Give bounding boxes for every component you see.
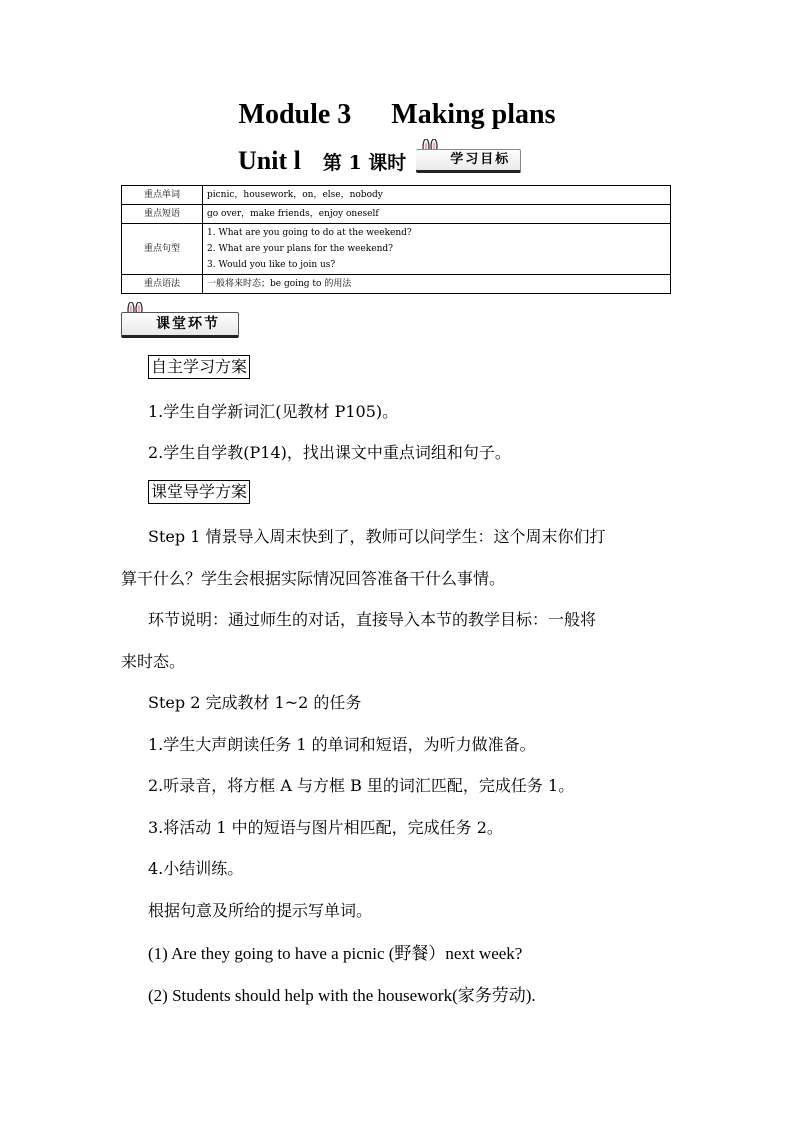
paragraph: 根据句意及所给的提示写单词。	[148, 901, 373, 920]
row-line: 一般将来时态；be going to 的用法	[207, 279, 352, 289]
row-line: picnic，housework，on，else，nobody	[207, 190, 383, 200]
table-row	[122, 205, 671, 224]
row-content	[203, 224, 671, 275]
paragraph: 3.将活动 1 中的短语与图片相匹配，完成任务 2。	[148, 818, 503, 837]
paragraph: 1.学生自学新词汇(见教材 P105)。	[148, 402, 399, 421]
exercise-item: (1) Are they going to have a picnic (野餐）next week?	[148, 944, 523, 963]
section-heading-guided	[148, 480, 708, 504]
paragraph: 环节说明：通过师生的对话，直接导入本节的教学目标：一般将	[148, 610, 597, 629]
module-number: Module 3	[238, 99, 352, 130]
class-section-label: 课堂环节	[121, 312, 239, 338]
key-points-table	[121, 185, 671, 294]
lesson-label: 第 1 课时	[322, 151, 407, 174]
unit-heading	[238, 143, 521, 179]
row-line: 3. Would you like to join us?	[207, 260, 336, 270]
table-row	[122, 275, 671, 294]
learning-goal-badge	[416, 149, 521, 173]
section-heading-self-study	[148, 355, 708, 379]
row-line: 2. What are your plans for the weekend?	[207, 244, 393, 254]
unit-label: Unit l	[238, 146, 301, 175]
paragraph: 来时态。	[121, 652, 186, 671]
module-title	[0, 99, 794, 131]
row-content	[203, 205, 671, 224]
row-content	[203, 275, 671, 294]
row-label: 重点短语	[122, 205, 203, 224]
row-content	[203, 186, 671, 205]
paragraph: 算干什么？学生会根据实际情况回答准备干什么事情。	[121, 569, 506, 588]
paragraph: 1.学生大声朗读任务 1 的单词和短语，为听力做准备。	[148, 735, 536, 754]
class-section-badge	[121, 312, 239, 338]
module-name: Making plans	[391, 99, 556, 130]
guided-box: 课堂导学方案	[148, 480, 250, 504]
paragraph: 2.学生自学教(P14)，找出课文中重点词组和句子。	[148, 443, 511, 462]
paragraph: Step 2 完成教材 1~2 的任务	[148, 693, 362, 712]
row-label: 重点语法	[122, 275, 203, 294]
row-line: 1. What are you going to do at the weekend?	[207, 228, 412, 238]
table-row	[122, 224, 671, 275]
paragraph: Step 1 情景导入周末快到了，教师可以问学生：这个周末你们打	[148, 527, 606, 546]
paragraph: 4.小结训练。	[148, 859, 244, 878]
paragraph: 2.听录音，将方框 A 与方框 B 里的词汇匹配，完成任务 1。	[148, 776, 575, 795]
exercise-item: (2) Students should help with the housework(家务劳动).	[148, 986, 536, 1005]
row-label: 重点句型	[122, 224, 203, 275]
row-line: go over，make friends，enjoy oneself	[207, 209, 379, 219]
row-label: 重点单词	[122, 186, 203, 205]
table-row	[122, 186, 671, 205]
learning-goal-label: 学习目标	[416, 149, 521, 173]
self-study-box: 自主学习方案	[148, 355, 250, 379]
